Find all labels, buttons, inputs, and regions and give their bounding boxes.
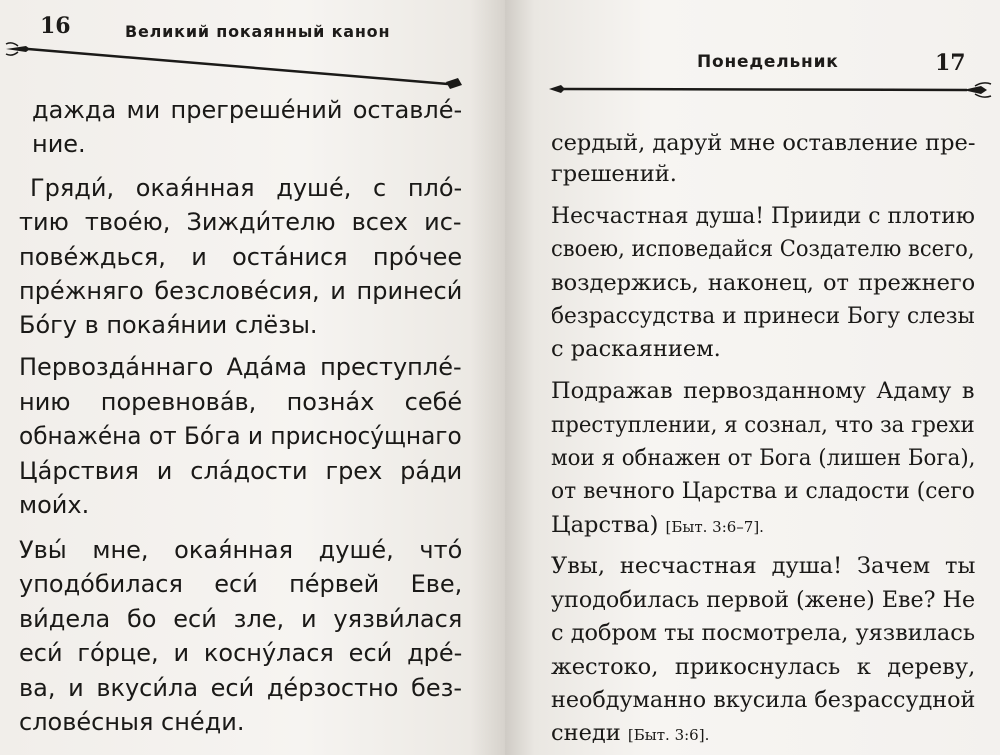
right-line: грешений. [551,161,677,187]
left-line: Увы́ мне, окая́нная душе́, что́ [19,536,463,564]
left-line: еси́ го́рце, и косну́лася еси́ дре́- [19,639,463,667]
right-line: сердый, даруй мне оставление пре- [551,130,976,156]
left-line: тию твое́ю, Зижди́телю всех ис- [19,208,462,236]
right-running-title: Понедельник [697,52,839,72]
left-page-number: 16 [40,13,71,39]
right-page [505,0,1000,755]
right-page-number: 17 [935,50,966,76]
left-line: слове́сныя сне́ди. [19,708,245,736]
right-line: Увы, несчастная душа! Зачем ты [551,553,976,579]
left-line: пове́ждься, и оста́нися про́чее [19,243,463,271]
right-line: необдуманно вкусила безрассудной [551,687,976,713]
left-line: пре́жняго безслове́сия, и принеси́ [19,277,463,305]
left-line: Бо́гу в покая́нии слёзы. [19,311,318,339]
right-line: безрассудства и принеси Богу слезы [551,303,975,329]
left-line: обнаже́на от Бо́га и присносу́щнаго [19,422,462,450]
right-line: с раскаянием. [551,336,721,362]
left-line: Ца́рствия и сла́дости грех ра́ди [19,457,463,485]
left-line: уподо́билася еси́ пе́рвей Еве, [19,570,463,598]
right-header-ornament-rule [505,76,1000,106]
right-line: преступлении, я сознал, что за грехи [551,412,975,438]
left-line: ва, и вкуси́ла еси́ де́рзостно без- [19,674,463,702]
left-running-title: Великий покаянный канон [125,22,391,41]
right-line: своею, исповедайся Создателю всего, [551,236,975,262]
right-line: мои я обнажен от Бога (лишен Бога), [551,445,976,471]
left-line: ви́дела бо еси́ зле, и уязви́лася [19,605,463,633]
right-line: воздержись, наконец, от прежнего [551,270,976,296]
left-line: ние. [32,130,86,158]
right-line: от вечного Царства и сладости (сего [551,478,975,504]
right-line: Несчастная душа! Прииди с плотию [551,203,975,229]
right-line: уподобилась первой (жене) Еве? Не [551,587,976,613]
left-header-ornament-rule [0,36,505,96]
right-line: снеди [Быт. 3:6]. [551,720,710,746]
left-line: дажда ми прегреше́ний оставле́- [32,96,463,124]
right-line: Подражав первозданному Адаму в [551,378,975,404]
left-line: мои́х. [19,491,90,519]
right-line: Царства) [Быт. 3:6–7]. [551,512,764,538]
left-line: Первозда́ннаго Ада́ма преступле́- [19,353,462,381]
left-line: нию поревнова́в, позна́х себе́ [19,388,463,416]
right-line: жестоко, прикоснулась к дереву, [551,654,976,680]
right-line: с добром ты посмотрела, уязвилась [551,620,976,646]
left-line: Гряди́, окая́нная душе́, с пло́- [30,174,463,202]
